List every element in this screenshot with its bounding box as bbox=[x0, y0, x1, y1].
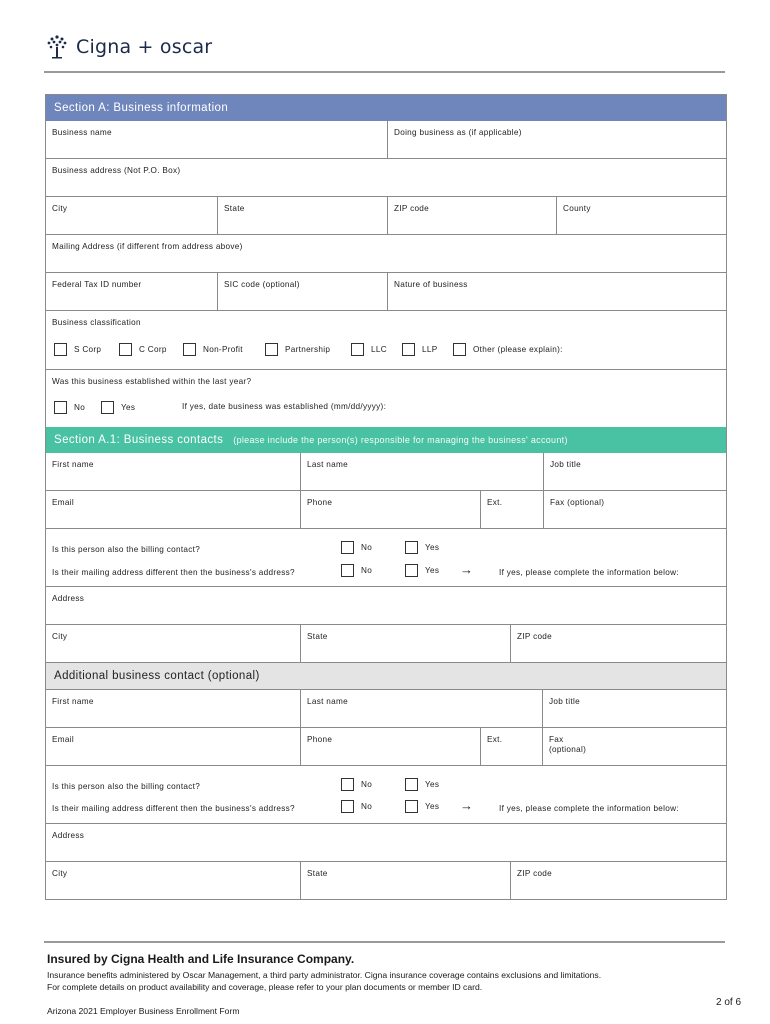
row-business-name bbox=[46, 121, 726, 158]
checkbox[interactable] bbox=[183, 343, 196, 356]
logo-text: Cigna + oscar bbox=[76, 36, 213, 58]
established-date-label: If yes, date business was established (mm/dd/yyyy): bbox=[182, 402, 387, 411]
checkbox[interactable] bbox=[405, 778, 418, 791]
form-name: Arizona 2021 Employer Business Enrollment Form bbox=[47, 1006, 240, 1016]
if-yes-note: If yes, please complete the information below: bbox=[499, 568, 679, 577]
section-a1-title: Section A.1: Business contacts bbox=[54, 434, 224, 446]
row-city-state bbox=[46, 196, 726, 234]
add-phone-field[interactable]: Phone bbox=[300, 728, 480, 765]
classification-cell bbox=[46, 311, 726, 369]
checkbox[interactable] bbox=[453, 343, 466, 356]
nature-field[interactable]: Nature of business bbox=[387, 273, 726, 310]
checkbox[interactable] bbox=[402, 343, 415, 356]
tax-id-field[interactable]: Federal Tax ID number bbox=[52, 280, 142, 289]
checkbox[interactable] bbox=[119, 343, 132, 356]
city-field[interactable]: City bbox=[52, 204, 68, 213]
add-mailing-question: Is their mailing address different then the business's address? bbox=[52, 804, 295, 813]
row-contact-city bbox=[46, 624, 726, 662]
row-mailing bbox=[46, 234, 726, 272]
zip-field[interactable]: ZIP code bbox=[387, 197, 556, 234]
disclaimer-text bbox=[47, 969, 727, 993]
checkbox[interactable] bbox=[341, 778, 354, 791]
add-mailing-no[interactable]: No bbox=[341, 800, 372, 813]
ext-field[interactable]: Ext. bbox=[480, 491, 543, 528]
add-city-field[interactable]: City bbox=[52, 869, 68, 878]
established-yes[interactable]: Yes bbox=[101, 401, 135, 414]
checkbox[interactable] bbox=[54, 343, 67, 356]
add-last-name-field[interactable]: Last name bbox=[300, 690, 542, 727]
row-add-questions bbox=[46, 765, 726, 823]
row-contact-address bbox=[46, 586, 726, 624]
contact-address-field[interactable]: Address bbox=[52, 594, 85, 603]
row-classification bbox=[46, 310, 726, 369]
checkbox[interactable] bbox=[54, 401, 67, 414]
mailing-no[interactable]: No bbox=[341, 564, 372, 577]
checkbox[interactable] bbox=[405, 564, 418, 577]
row-contact-name bbox=[46, 453, 726, 490]
row-add-city bbox=[46, 861, 726, 899]
fax-field[interactable]: Fax (optional) bbox=[543, 491, 726, 528]
disclaimer-line-1: Insurance benefits administered by Oscar Management, a third party administrator. Cigna insurance coverage contains exclusions and limitations. bbox=[47, 970, 602, 980]
insured-by-text: Insured by Cigna Health and Life Insurance Company. bbox=[47, 952, 355, 966]
last-name-field[interactable]: Last name bbox=[300, 453, 543, 490]
page-number: 2 of 6 bbox=[716, 997, 742, 1008]
cigna-oscar-logo bbox=[44, 32, 212, 62]
option-partnership[interactable]: Partnership bbox=[265, 343, 330, 356]
add-job-title-field[interactable]: Job title bbox=[542, 690, 726, 727]
row-contact-questions bbox=[46, 528, 726, 586]
section-a1-subtitle: (please include the person(s) responsible for managing the business' account) bbox=[233, 435, 568, 445]
row-contact-email bbox=[46, 490, 726, 528]
option-llp[interactable]: LLP bbox=[402, 343, 437, 356]
contact-state-field[interactable]: State bbox=[300, 625, 510, 662]
dba-field[interactable]: Doing business as (if applicable) bbox=[387, 121, 726, 158]
checkbox[interactable] bbox=[341, 800, 354, 813]
established-question: Was this business established within the last year? bbox=[52, 377, 252, 386]
checkbox[interactable] bbox=[341, 541, 354, 554]
additional-contact-header bbox=[46, 662, 726, 690]
header-divider bbox=[44, 71, 725, 73]
sic-field[interactable]: SIC code (optional) bbox=[217, 273, 387, 310]
option-c-corp[interactable]: C Corp bbox=[119, 343, 167, 356]
section-a1-header bbox=[46, 427, 726, 453]
add-if-yes-note: If yes, please complete the information below: bbox=[499, 804, 679, 813]
footer-divider bbox=[44, 941, 725, 943]
row-established bbox=[46, 369, 726, 427]
add-questions-cell bbox=[46, 766, 726, 823]
section-a-header bbox=[46, 95, 726, 121]
option-s-corp[interactable]: S Corp bbox=[54, 343, 101, 356]
mailing-question: Is their mailing address different then the business's address? bbox=[52, 568, 295, 577]
county-field[interactable]: County bbox=[556, 197, 726, 234]
contact-questions-cell bbox=[46, 529, 726, 586]
row-add-name bbox=[46, 690, 726, 727]
disclaimer-line-2: For complete details on product availability and coverage, please refer to your plan documents or member ID card. bbox=[47, 982, 483, 992]
add-billing-no[interactable]: No bbox=[341, 778, 372, 791]
billing-no[interactable]: No bbox=[341, 541, 372, 554]
state-field[interactable]: State bbox=[217, 197, 387, 234]
business-address-field[interactable]: Business address (Not P.O. Box) bbox=[52, 166, 181, 175]
checkbox[interactable] bbox=[101, 401, 114, 414]
arrow-right-icon: → bbox=[460, 798, 474, 813]
add-email-field[interactable]: Email bbox=[52, 735, 74, 744]
phone-field[interactable]: Phone bbox=[300, 491, 480, 528]
option-llc[interactable]: LLC bbox=[351, 343, 387, 356]
billing-question: Is this person also the billing contact? bbox=[52, 545, 201, 554]
checkbox[interactable] bbox=[405, 800, 418, 813]
row-business-address bbox=[46, 158, 726, 196]
checkbox[interactable] bbox=[405, 541, 418, 554]
row-add-address bbox=[46, 823, 726, 861]
checkbox[interactable] bbox=[265, 343, 278, 356]
row-add-email bbox=[46, 727, 726, 765]
section-a-title: Section A: Business information bbox=[54, 102, 229, 114]
business-name-field[interactable]: Business name bbox=[52, 128, 112, 137]
classification-label: Business classification bbox=[52, 318, 141, 327]
add-first-name-field[interactable]: First name bbox=[52, 697, 94, 706]
first-name-field[interactable]: First name bbox=[52, 460, 94, 469]
option-non-profit[interactable]: Non-Profit bbox=[183, 343, 243, 356]
established-no[interactable]: No bbox=[54, 401, 85, 414]
add-state-field[interactable]: State bbox=[300, 862, 510, 899]
add-address-field[interactable]: Address bbox=[52, 831, 85, 840]
enrollment-form bbox=[45, 94, 727, 900]
email-field[interactable]: Email bbox=[52, 498, 74, 507]
job-title-field[interactable]: Job title bbox=[543, 453, 726, 490]
mailing-address-field[interactable]: Mailing Address (if different from address above) bbox=[52, 242, 243, 251]
contact-zip-field[interactable]: ZIP code bbox=[510, 625, 726, 662]
add-ext-field[interactable]: Ext. bbox=[480, 728, 542, 765]
row-tax bbox=[46, 272, 726, 310]
arrow-right-icon: → bbox=[460, 562, 474, 577]
add-billing-question: Is this person also the billing contact? bbox=[52, 782, 201, 791]
add-mailing-yes[interactable]: Yes bbox=[405, 800, 439, 813]
checkbox[interactable] bbox=[341, 564, 354, 577]
cigna-tree-icon bbox=[44, 33, 70, 61]
add-fax-field[interactable]: Fax (optional) bbox=[542, 728, 726, 765]
checkbox[interactable] bbox=[351, 343, 364, 356]
mailing-yes[interactable]: Yes bbox=[405, 564, 439, 577]
established-cell bbox=[46, 370, 726, 427]
billing-yes[interactable]: Yes bbox=[405, 541, 439, 554]
add-zip-field[interactable]: ZIP code bbox=[510, 862, 726, 899]
contact-city-field[interactable]: City bbox=[52, 632, 68, 641]
option-other[interactable]: Other (please explain): bbox=[453, 343, 563, 356]
add-billing-yes[interactable]: Yes bbox=[405, 778, 439, 791]
additional-contact-title: Additional business contact (optional) bbox=[54, 670, 260, 682]
